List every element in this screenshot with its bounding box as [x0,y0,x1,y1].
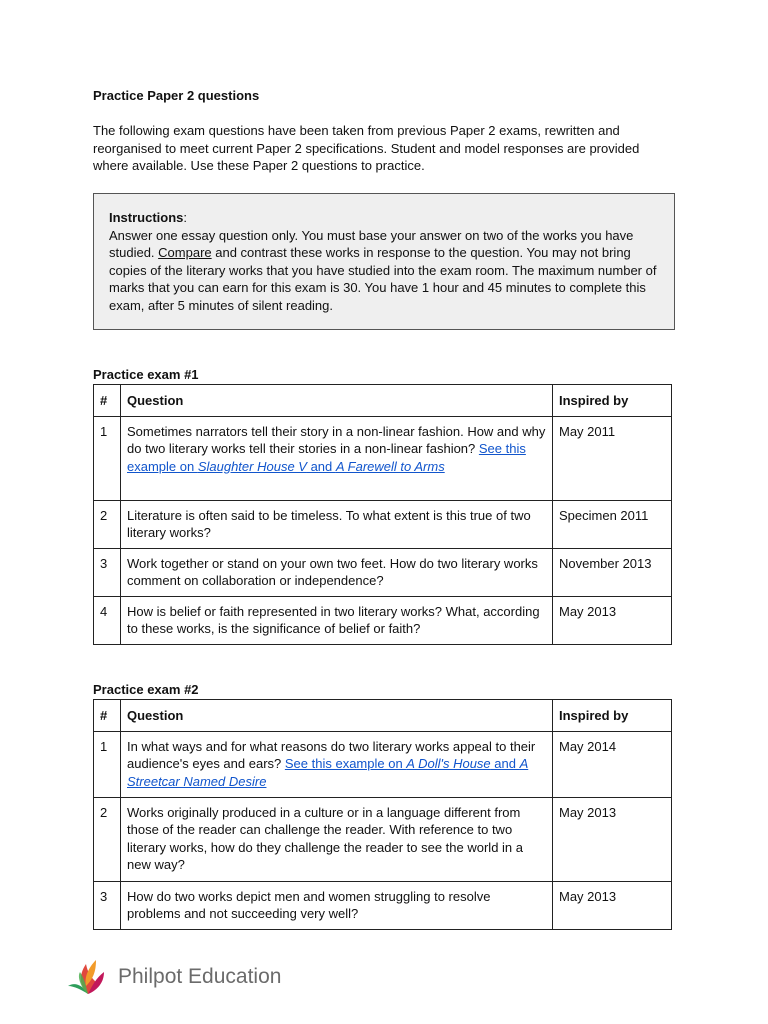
row-inspired: May 2013 [553,881,672,929]
row-question: Works originally produced in a culture or in a language different from those of the reader can challenge the reader. With reference to two literary works, how do they challenge the reader to see the world in a new way? [121,797,553,881]
row-num: 1 [94,416,121,500]
row-question: In what ways and for what reasons do two literary works appeal to their audience's eyes and ears? See this example on A Doll's House and A Streetcar Named Desire [121,731,553,797]
table-header-row [94,700,672,732]
header-question: Question [121,385,553,417]
row-question: Work together or stand on your own two feet. How do two literary works comment on collaboration or independence? [121,548,553,596]
row-num: 1 [94,731,121,797]
row-inspired: May 2013 [553,596,672,644]
page-title: Practice Paper 2 questions [93,88,260,103]
row-inspired: November 2013 [553,548,672,596]
row-question: How do two works depict men and women struggling to resolve problems and not succeeding very well? [121,881,553,929]
instructions-box: Instructions: Answer one essay question only. You must base your answer on two of the works you have studied. Compare and contrast these works in response to the question. You may not bring copies of the literary works that you have studied into the exam room. The maximum number of marks that you can earn for this exam is 30. You have 1 hour and 45 minutes to complete this exam, after 5 minutes of silent reading. [93,193,675,330]
row-inspired: May 2014 [553,731,672,797]
table-row [94,797,672,881]
flame-leaf-logo-icon [66,956,112,996]
header-inspired: Inspired by [553,385,672,417]
exam2-table [93,699,672,930]
row-num: 2 [94,500,121,548]
row-question: Literature is often said to be timeless. To what extent is this true of two literary works? [121,500,553,548]
instructions-text-after: and contrast these works in response to the question. You may not bring copies of the literary works that you have studied into the exam room. The maximum number of marks that you can earn for this exam is 30. You have 1 hour and 45 minutes to complete this exam, after 5 minutes of silent reading. [109,245,657,313]
exam1-title: Practice exam #1 [93,367,199,382]
row-num: 4 [94,596,121,644]
table-row [94,548,672,596]
logo-text: Philpot Education [118,965,282,988]
table-row [94,500,672,548]
row-num: 3 [94,881,121,929]
table-row [94,881,672,929]
intro-paragraph: The following exam questions have been taken from previous Paper 2 exams, rewritten and reorganised to meet current Paper 2 specifications. Student and model responses are provided where available. Use these Paper 2 questions to practice. [93,123,640,173]
row-inspired: Specimen 2011 [553,500,672,548]
row-num: 3 [94,548,121,596]
header-question: Question [121,700,553,732]
row-num: 2 [94,797,121,881]
header-num: # [94,700,121,732]
row-inspired: May 2011 [553,416,672,500]
row-question: Sometimes narrators tell their story in a non-linear fashion. How and why do two literary works tell their stories in a non-linear fashion? See this example on Slaughter House V and A Farewell to Arms [121,416,553,500]
instructions-text-before: Answer one essay question only. You must base your answer on two of the works you have studied. [109,227,634,260]
exam1-table [93,384,672,645]
instructions-heading: Instructions [109,210,184,225]
table-row [94,731,672,797]
row-inspired: May 2013 [553,797,672,881]
header-inspired: Inspired by [553,700,672,732]
philpot-logo [66,956,306,996]
example-link[interactable]: See this example on Slaughter House V and A Farewell to Arms [127,441,526,474]
table-row [94,596,672,644]
example-link[interactable]: See this example on A Doll's House and A Streetcar Named Desire [127,756,529,789]
exam2-title: Practice exam #2 [93,682,199,697]
header-num: # [94,385,121,417]
table-header-row [94,385,672,417]
instructions-underlined: Compare [158,245,212,260]
row-question: How is belief or faith represented in two literary works? What, according to these works, is the significance of belief or faith? [121,596,553,644]
table-row [94,416,672,500]
